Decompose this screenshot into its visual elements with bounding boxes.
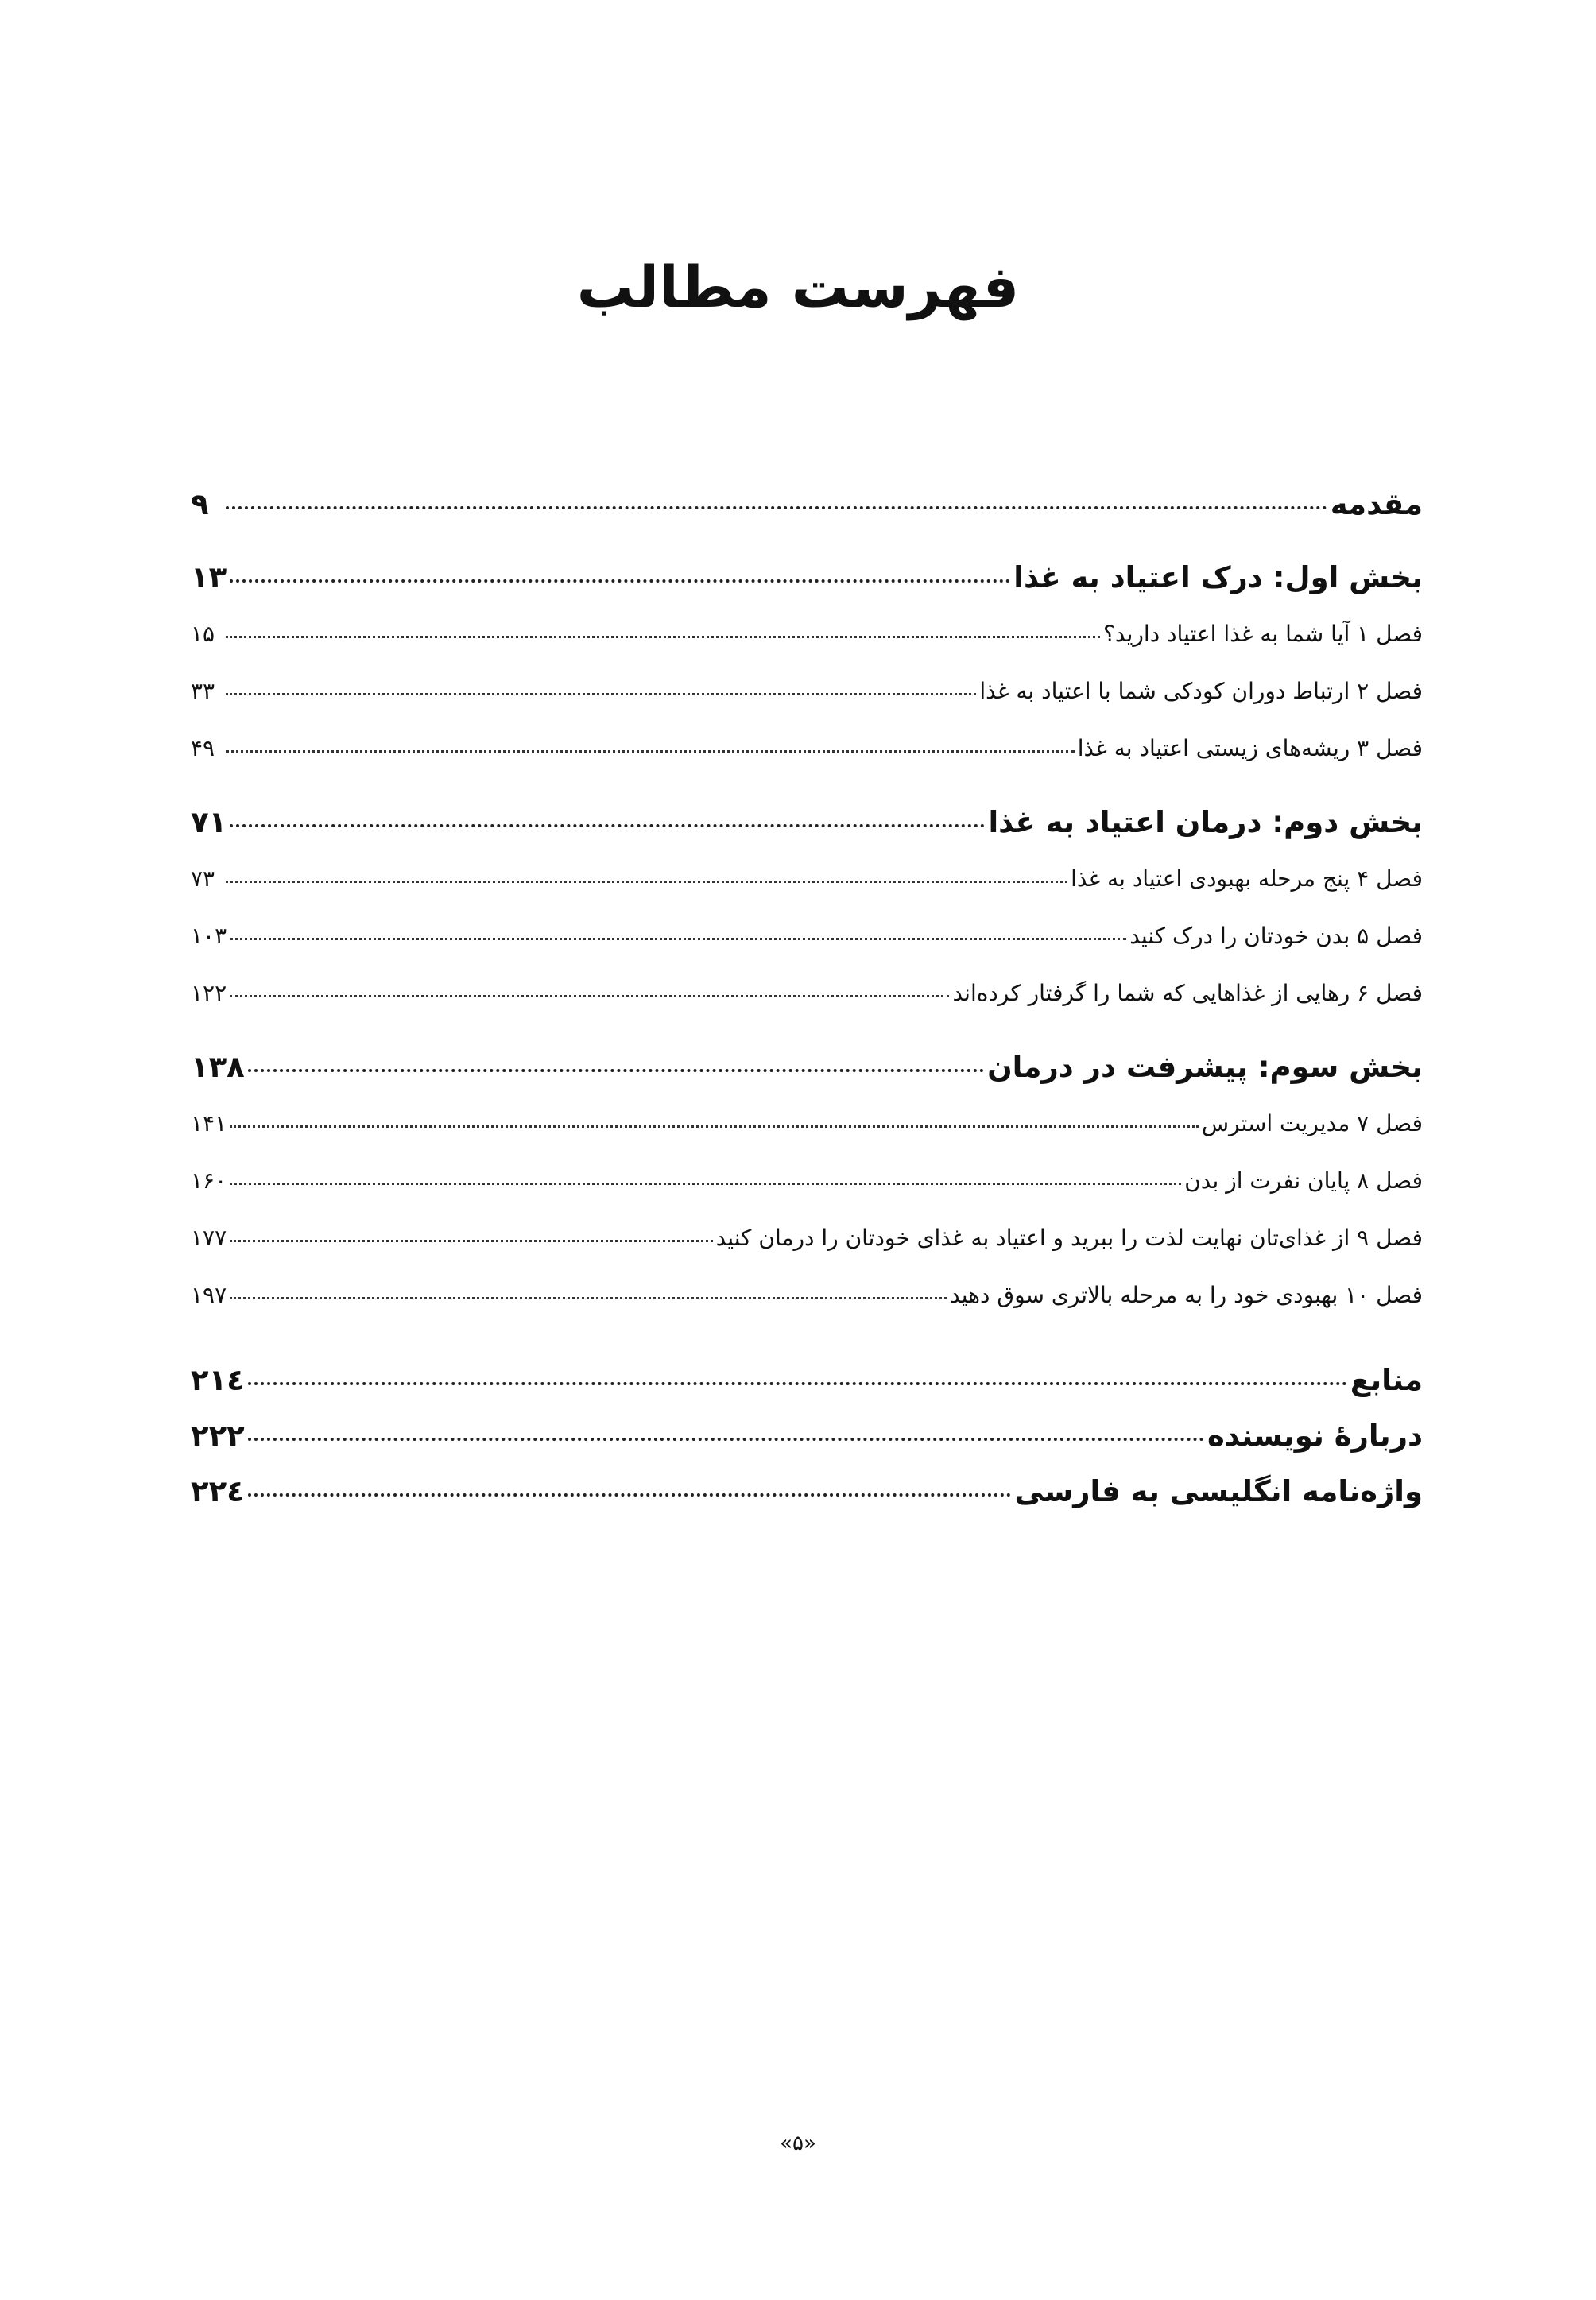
toc-entry-about-author[interactable] <box>191 1408 1423 1464</box>
toc-entry-label: بخش سوم: پیشرفت در درمان <box>987 1050 1423 1084</box>
toc-entry-page: ۲۲٤ <box>191 1474 245 1508</box>
toc-entry-chapter-8[interactable] <box>191 1152 1423 1210</box>
toc-entry-label: مقدمه <box>1330 487 1423 521</box>
toc-entry-page: ۱۳۸ <box>191 1050 245 1084</box>
toc-entry-chapter-5[interactable] <box>191 908 1423 965</box>
toc-entry-page: ۱۹۷ <box>191 1282 227 1308</box>
toc-entry-label: بخش دوم: درمان اعتیاد به غذا <box>988 805 1423 839</box>
dot-leader <box>226 750 1075 753</box>
table-of-contents <box>191 477 1423 1520</box>
toc-entry-chapter-7[interactable] <box>191 1095 1423 1152</box>
toc-entry-page: ۱۳ <box>191 560 227 594</box>
dot-leader <box>230 1240 712 1242</box>
toc-entry-part1[interactable] <box>191 550 1423 606</box>
toc-entry-label: فصل ۹ از غذای‌تان نهایت لذت را ببرید و اعتیاد به غذای خودتان را درمان کنید <box>715 1225 1423 1251</box>
dot-leader <box>248 1493 1012 1497</box>
toc-entry-label: فصل ۴ پنج مرحله بهبودی اعتیاد به غذا <box>1071 865 1423 892</box>
toc-entry-label: فصل ۶ رهایی از غذاهایی که شما را گرفتار کرده‌اند <box>952 980 1423 1006</box>
dot-leader <box>230 824 985 827</box>
toc-entry-label: فصل ۲ ارتباط دوران کودکی شما با اعتیاد به غذا <box>979 678 1423 704</box>
dot-leader <box>230 1297 947 1299</box>
toc-entry-intro[interactable] <box>191 477 1423 532</box>
toc-entry-chapter-9[interactable] <box>191 1210 1423 1267</box>
dot-leader <box>230 1125 1199 1128</box>
dot-leader <box>230 1183 1181 1185</box>
toc-entry-label: فصل ۵ بدن خودتان را درک کنید <box>1129 923 1423 949</box>
dot-leader <box>230 579 1010 583</box>
toc-entry-page: ۱۰۳ <box>191 923 227 949</box>
toc-entry-page: ۱۵ <box>191 621 215 647</box>
toc-entry-label: فصل ۱۰ بهبودی خود را به مرحله بالاتری سوق دهید <box>950 1282 1423 1308</box>
dot-leader <box>230 995 949 997</box>
page-title: فهرست مطالب <box>576 254 1020 320</box>
toc-entry-page: ۳۳ <box>191 678 215 704</box>
toc-entry-chapter-3[interactable] <box>191 720 1423 777</box>
dot-leader <box>248 1382 1347 1385</box>
toc-entry-page: ۴۹ <box>191 735 215 761</box>
dot-leader <box>248 1069 984 1072</box>
toc-entry-label: دربارهٔ نویسنده <box>1207 1419 1423 1453</box>
toc-entry-glossary[interactable] <box>191 1464 1423 1520</box>
toc-entry-label: فصل ۱ آیا شما به غذا اعتیاد دارید؟ <box>1103 621 1423 647</box>
toc-entry-page: ۱۶۰ <box>191 1167 227 1194</box>
toc-entry-page: ۱۴۱ <box>191 1110 227 1136</box>
dot-leader <box>230 938 1126 940</box>
dot-leader <box>226 881 1067 883</box>
toc-entry-label: فصل ۳ ریشه‌های زیستی اعتیاد به غذا <box>1077 735 1423 761</box>
toc-entry-chapter-10[interactable] <box>191 1267 1423 1324</box>
toc-entry-label: منابع <box>1350 1363 1423 1397</box>
toc-entry-label: بخش اول: درک اعتیاد به غذا <box>1013 560 1423 594</box>
toc-entry-part2[interactable] <box>191 795 1423 850</box>
dot-leader <box>248 1438 1204 1441</box>
toc-entry-page: ۱۷۷ <box>191 1225 227 1251</box>
toc-entry-chapter-1[interactable] <box>191 606 1423 663</box>
toc-entry-chapter-6[interactable] <box>191 965 1423 1022</box>
toc-entry-page: ۹ <box>191 487 209 521</box>
toc-entry-page: ۲۱٤ <box>191 1363 245 1397</box>
toc-entry-chapter-4[interactable] <box>191 850 1423 908</box>
page-number: «۵» <box>780 2132 816 2155</box>
toc-entry-page: ۲۲۲ <box>191 1419 245 1453</box>
toc-entry-sources[interactable] <box>191 1353 1423 1408</box>
toc-entry-label: واژه‌نامه انگلیسی به فارسی <box>1014 1474 1423 1508</box>
dot-leader <box>226 636 1100 638</box>
toc-entry-chapter-2[interactable] <box>191 663 1423 720</box>
toc-entry-part3[interactable] <box>191 1040 1423 1095</box>
toc-entry-page: ۱۲۲ <box>191 980 227 1006</box>
toc-entry-label: فصل ۷ مدیریت استرس <box>1201 1110 1423 1136</box>
toc-entry-page: ۷۳ <box>191 865 215 892</box>
toc-entry-page: ۷۱ <box>191 805 227 839</box>
toc-entry-label: فصل ۸ پایان نفرت از بدن <box>1184 1167 1423 1194</box>
dot-leader <box>226 506 1327 509</box>
dot-leader <box>226 693 976 695</box>
